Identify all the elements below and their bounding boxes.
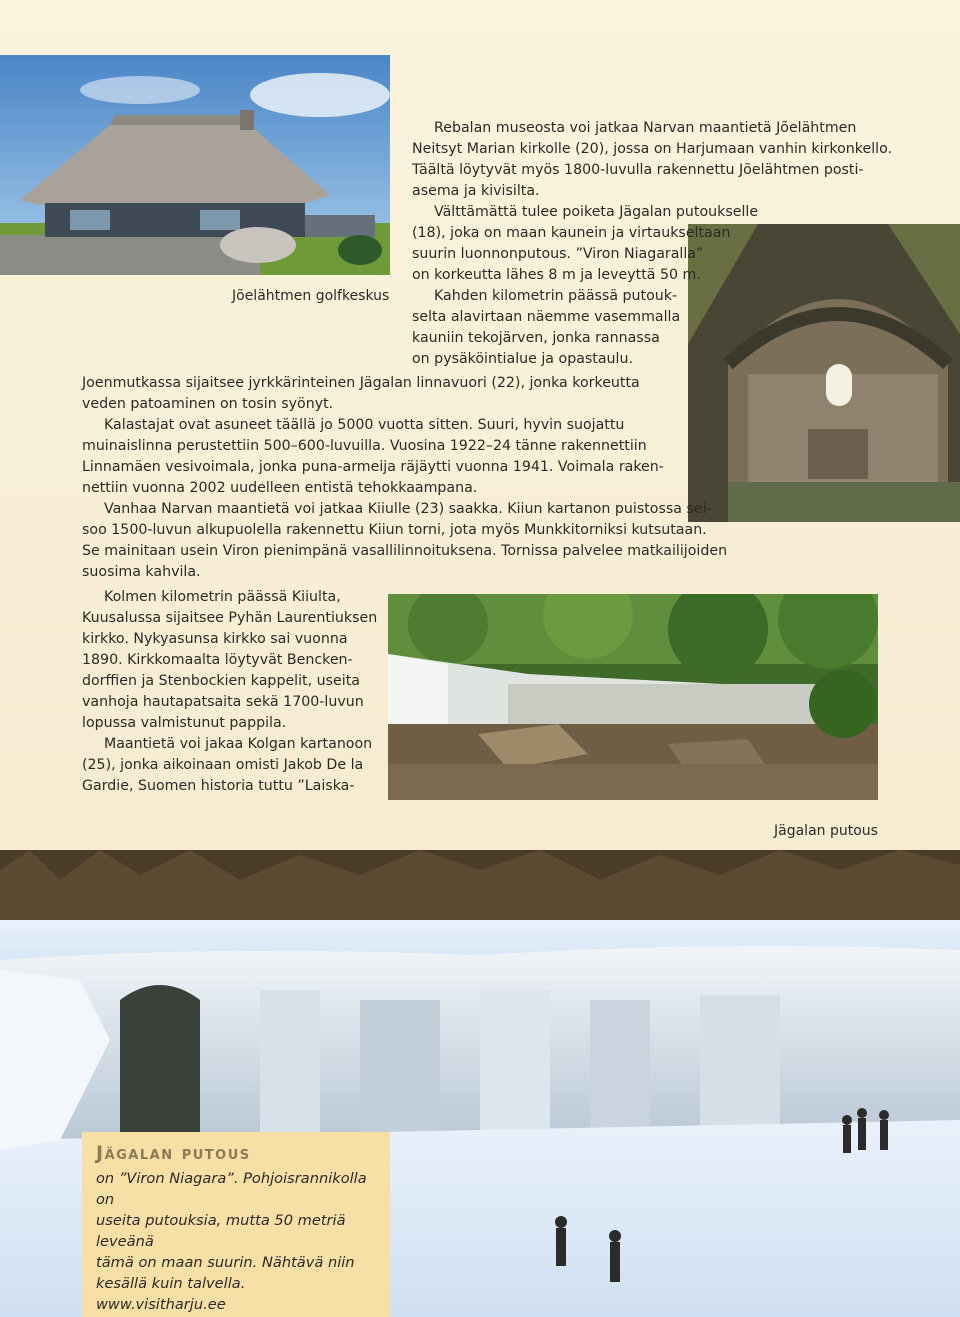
linnavuori-line: Kalastajat ovat asuneet täällä jo 5000 vuotta sitten. Suuri, hyvin suojattu: [104, 417, 625, 433]
kuusalu-line: vanhoja hautapatsaita sekä 1700-luvun: [82, 694, 364, 710]
kuusalu-line: Kuusalussa sijaitsee Pyhän Laurentiuksen: [82, 610, 378, 626]
kuusalu-line: dorffien ja Stenbockien kappelit, useita: [82, 673, 360, 689]
golf-clubhouse-photo: [0, 55, 390, 275]
kuusalu-line: kirkko. Nykyasunsa kirkko sai vuonna: [82, 631, 348, 647]
kuusalu-line: Kolmen kilometrin päässä Kiiulta,: [104, 589, 341, 605]
article-linnavuori-paragraph: [82, 373, 727, 583]
info-box-line: on ”Viron Niagara”. Pohjoisrannikolla on: [96, 1170, 367, 1208]
jagala-line: on korkeutta lähes 8 m ja leveyttä 50 m.: [412, 267, 701, 283]
jagala-waterfall-summer-photo: [388, 594, 878, 800]
intro-line: asema ja kivisilta.: [412, 183, 540, 199]
jagala-line: selta alavirtaan näemme vasemmalla: [412, 309, 681, 325]
linnavuori-line: soo 1500-luvun alkupuolella rakennettu Kiiun torni, jota myös Munkkitorniksi kutsutaan.: [82, 522, 707, 538]
jagala-line: kauniin tekojärven, jonka rannassa: [412, 330, 660, 346]
info-box-title: Jägalan putous: [96, 1142, 251, 1164]
golf-clubhouse-caption: Jõelähtmen golfkeskus: [232, 288, 390, 304]
kuusalu-line: 1890. Kirkkomaalta löytyvät Bencken-: [82, 652, 353, 668]
info-box-line: useita putouksia, mutta 50 metriä leveänä: [96, 1212, 346, 1250]
linnavuori-line: veden patoaminen on tosin syönyt.: [82, 396, 334, 412]
linnavuori-line: nettiin vuonna 2002 uudelleen entistä tehokkaampana.: [82, 480, 478, 496]
jagala-waterfall-caption: Jägalan putous: [774, 823, 878, 839]
jagala-line: (18), joka on maan kaunein ja virtaukseltaan: [412, 225, 731, 241]
linnavuori-line: Joenmutkassa sijaitsee jyrkkärinteinen Jägalan linnavuori (22), jonka korkeutta: [82, 375, 640, 391]
intro-line: Neitsyt Marian kirkolle (20), jossa on Harjumaan vanhin kirkonkello.: [412, 141, 893, 157]
jagala-line: Välttämättä tulee poiketa Jägalan putoukselle: [434, 204, 759, 220]
linnavuori-line: Vanhaa Narvan maantietä voi jatkaa Kiiulle (23) saakka. Kiiun kartanon puistossa sei-: [104, 501, 712, 517]
linnavuori-line: suosima kahvila.: [82, 564, 201, 580]
intro-line: Rebalan museosta voi jatkaa Narvan maantietä Jõelähtmen: [434, 120, 857, 136]
article-intro: [412, 118, 892, 202]
article-jagala-paragraph: [412, 202, 758, 370]
jagala-line: suurin luonnonputous. ”Viron Niagaralla”: [412, 246, 704, 262]
jagala-line: on pysäköintialue ja opastaulu.: [412, 351, 633, 367]
jagala-line: Kahden kilometrin päässä putouk-: [434, 288, 678, 304]
info-box-line: kesällä kuin talvella. www.visitharju.ee: [96, 1275, 246, 1313]
article-kuusalu-paragraph: [82, 587, 377, 797]
intro-line: Täältä löytyvät myös 1800-luvulla rakennettu Jõelähtmen posti-: [412, 162, 864, 178]
kuusalu-line: (25), jonka aikoinaan omisti Jakob De la: [82, 757, 364, 773]
kuusalu-line: Gardie, Suomen historia tuttu ”Laiska-: [82, 778, 355, 794]
jagala-info-box: [82, 1132, 390, 1317]
info-box-line: tämä on maan suurin. Nähtävä niin: [96, 1254, 355, 1271]
linnavuori-line: Se mainitaan usein Viron pienimpänä vasallilinnoituksena. Tornissa palvelee matkailijoiden: [82, 543, 728, 559]
linnavuori-line: Linnamäen vesivoimala, jonka puna-armeija räjäytti vuonna 1941. Voimala raken-: [82, 459, 664, 475]
linnavuori-line: muinaislinna perustettiin 500–600-luvuilla. Vuosina 1922–24 tänne rakennettiin: [82, 438, 647, 454]
kuusalu-line: lopussa valmistunut pappila.: [82, 715, 287, 731]
kuusalu-line: Maantietä voi jakaa Kolgan kartanoon: [104, 736, 373, 752]
